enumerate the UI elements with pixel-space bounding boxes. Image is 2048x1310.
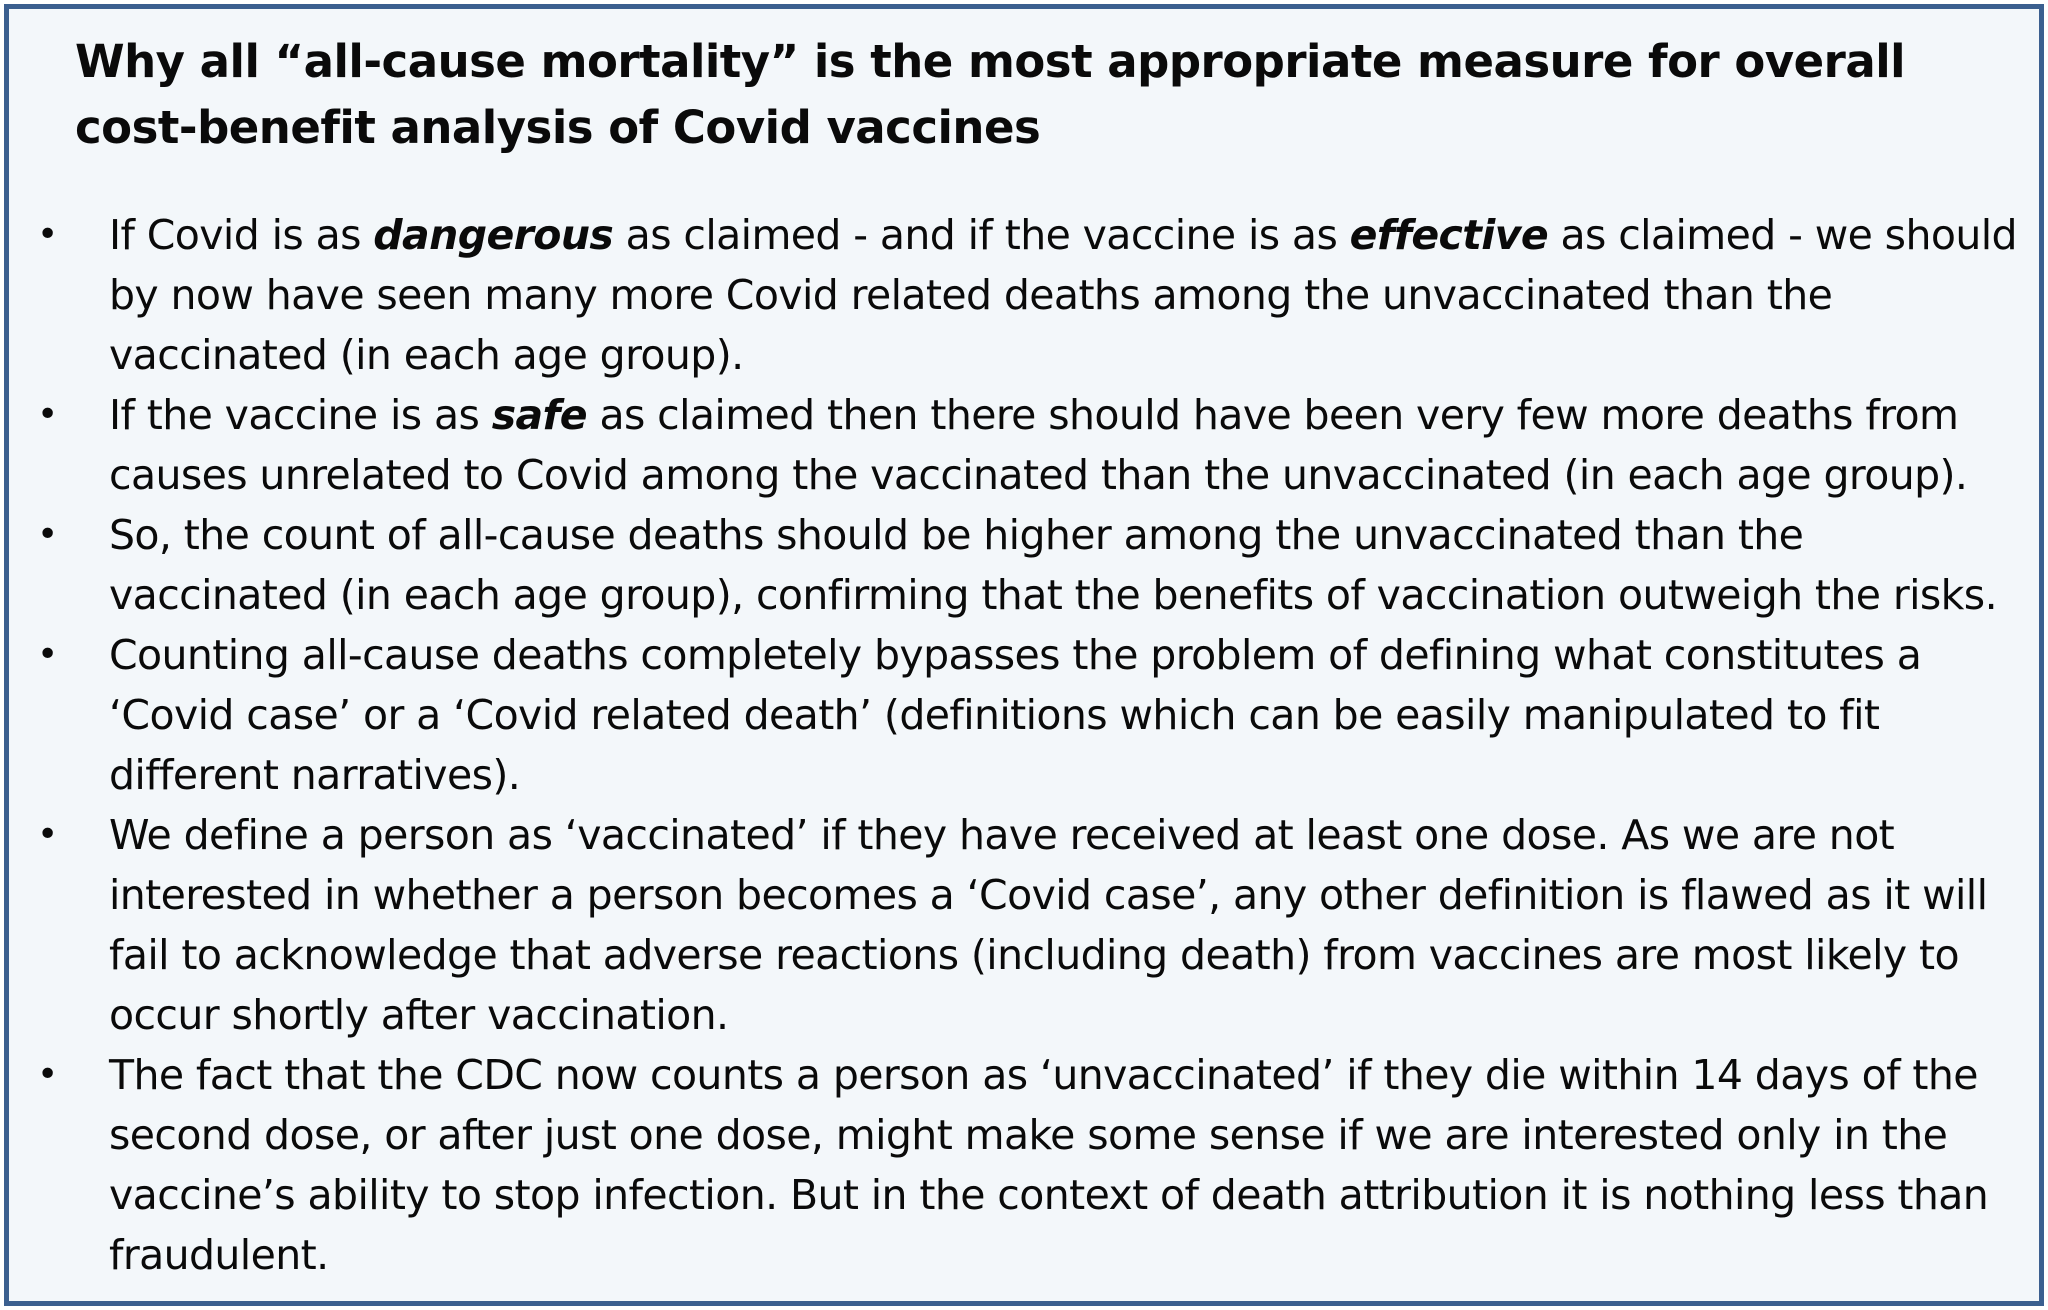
slide-title: Why all “all-cause mortality” is the most appropriate measure for overall cost-benefit analysis of Covid vaccines [75, 35, 1906, 154]
bullet-text: as claimed - we should by now have seen many more Covid related deaths among the unvaccinated than the vaccinated (in each age group). [109, 211, 2017, 379]
bullet-text: as claimed then there should have been very few more deaths from causes unrelated to Covid among the vaccinated than the unvaccinated (in each age group). [109, 391, 1968, 499]
bullet-text: We define a person as ‘vaccinated’ if they have received at least one dose. As we are not interested in whether a person becomes a ‘Covid case’, any other definition is flawed as it will fail to acknowledge that adverse reactions (including death) from vaccines are most likely to occur shortly after vaccination. [109, 811, 1988, 1039]
bullet-text: If Covid is as [109, 211, 374, 259]
bullet-dot-icon: • [37, 514, 58, 555]
bullet-dot-icon: • [37, 634, 58, 675]
bullet-text: If the vaccine is as [109, 391, 492, 439]
bullet-text: So, the count of all-cause deaths should be higher among the unvaccinated than the vaccinated (in each age group), confirming that the benefits of vaccination outweigh the risks. [109, 511, 1997, 619]
slide-panel [4, 4, 2044, 1306]
bullet-text: The fact that the CDC now counts a person as ‘unvaccinated’ if they die within 14 days of the second dose, or after just one dose, might make some sense if we are interested only in the vaccine’s ability to stop infection. But in the context of death attribution it is nothing less than fraudulent. [109, 1051, 1989, 1279]
bullet-item [9, 805, 2039, 1045]
bullet-dot-icon: • [37, 814, 58, 855]
bullet-dot-icon: • [37, 394, 58, 435]
emphasized-text: safe [491, 391, 588, 439]
bullet-list [9, 205, 2039, 1285]
bullet-item [9, 1045, 2039, 1285]
bullet-text: as claimed - and if the vaccine is as [613, 211, 1350, 259]
bullet-item [9, 205, 2039, 385]
bullet-item [9, 385, 2039, 505]
bullet-item [9, 625, 2039, 805]
emphasized-text: dangerous [373, 211, 614, 259]
bullet-item [9, 505, 2039, 625]
emphasized-text: effective [1349, 211, 1549, 259]
bullet-dot-icon: • [37, 1054, 58, 1095]
bullet-dot-icon: • [37, 214, 58, 255]
bullet-text: Counting all-cause deaths completely bypasses the problem of defining what constitutes a ‘Covid case’ or a ‘Covid related death’ (definitions which can be easily manipulated to fit different narratives). [109, 631, 1922, 799]
